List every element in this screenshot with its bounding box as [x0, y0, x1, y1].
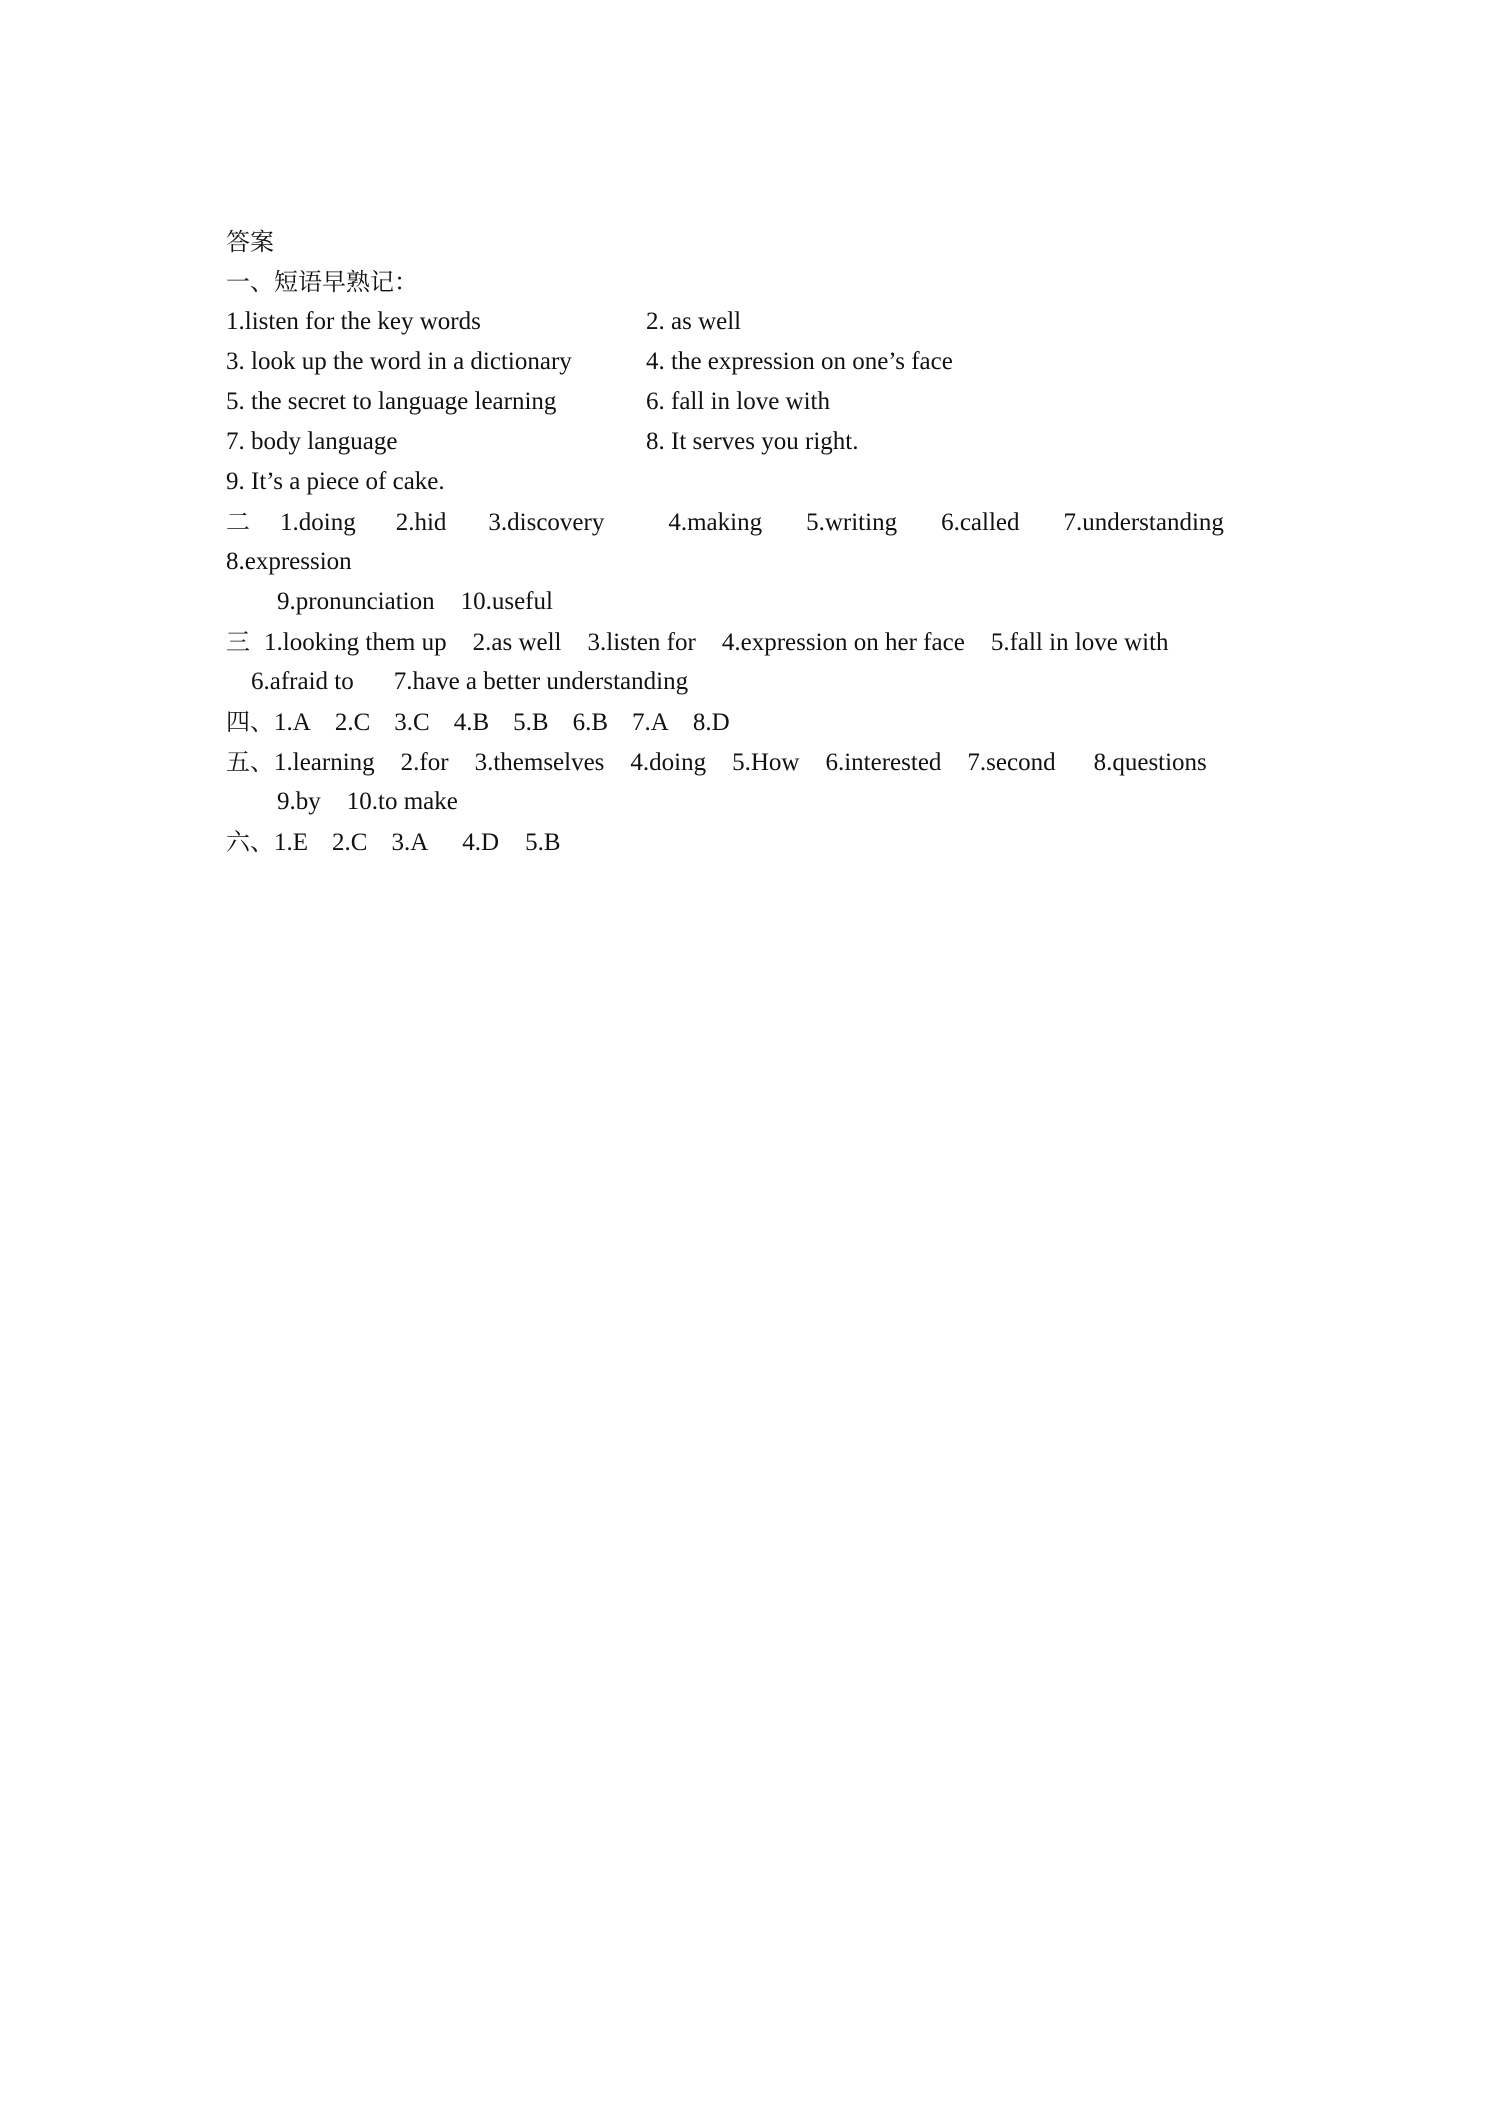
- phrase-item: 3. look up the word in a dictionary: [226, 348, 572, 375]
- section5-line-2: [226, 782, 1286, 822]
- section5-line-1: [226, 742, 1286, 782]
- phrase-item: 5. the secret to language learning: [226, 388, 557, 415]
- answer-item: 7.A: [632, 709, 669, 736]
- section2-line-2: [226, 542, 1286, 582]
- answer-key: [226, 222, 1286, 862]
- page-title: [226, 222, 1286, 262]
- answer-item: 5.fall in love with: [990, 629, 1169, 656]
- phrase-item: 6. fall in love with: [646, 388, 830, 415]
- section6-mark: 六、: [226, 828, 274, 856]
- answer-item: 1.doing: [280, 509, 356, 536]
- answer-item: 3.discovery: [488, 509, 605, 536]
- answer-item: 4.doing: [630, 749, 707, 776]
- answer-item: 6.interested: [825, 749, 942, 776]
- answer-item: 8.questions: [1093, 749, 1207, 776]
- answer-item: 8.expression: [226, 548, 352, 575]
- section1-heading-text: 一、短语早熟记：: [226, 268, 418, 296]
- section3-line-1: [226, 622, 1286, 662]
- answer-item: 4.making: [668, 509, 763, 536]
- answer-item: 2.C: [332, 829, 368, 856]
- section2-mark: 二: [226, 508, 250, 536]
- answer-item: 3.themselves: [474, 749, 605, 776]
- section1-row-2: [226, 342, 1286, 382]
- section1-row-4: [226, 422, 1286, 462]
- answer-item: 9.by: [277, 788, 321, 815]
- phrase-item: 2. as well: [646, 308, 742, 335]
- answer-item: 4.D: [462, 829, 500, 856]
- phrase-item: 9. It’s a piece of cake.: [226, 468, 445, 495]
- section5-mark: 五、: [226, 748, 274, 776]
- answer-item: 10.useful: [460, 588, 553, 615]
- phrase-item: 4. the expression on one’s face: [646, 348, 953, 375]
- section3-mark: 三: [226, 628, 250, 656]
- title-text: 答案: [226, 228, 274, 256]
- answer-item: 7.have a better understanding: [393, 668, 689, 695]
- answer-item: 1.looking them up: [264, 629, 447, 656]
- section2-line-1: [226, 502, 1286, 542]
- answer-item: 5.writing: [806, 509, 898, 536]
- answer-item: 8.D: [692, 709, 730, 736]
- answer-item: 1.learning: [274, 749, 375, 776]
- answer-item: 2.hid: [395, 509, 447, 536]
- answer-item: 4.expression on her face: [721, 629, 965, 656]
- section4-line: [226, 702, 1286, 742]
- answer-item: 2.as well: [472, 629, 562, 656]
- phrase-item: 7. body language: [226, 428, 398, 455]
- section2-line-3: [226, 582, 1286, 622]
- answer-item: 1.E: [274, 829, 309, 856]
- section1-heading: [226, 262, 1286, 302]
- answer-item: 3.listen for: [587, 629, 696, 656]
- answer-item: 10.to make: [346, 788, 458, 815]
- answer-item: 6.called: [941, 509, 1020, 536]
- section3-line-2: [226, 662, 1286, 702]
- answer-item: 1.A: [274, 709, 311, 736]
- answer-item: 7.understanding: [1063, 509, 1224, 536]
- answer-item: 6.B: [572, 709, 608, 736]
- answer-item: 2.for: [400, 749, 449, 776]
- answer-item: 5.B: [513, 709, 549, 736]
- answer-item: 7.second: [967, 749, 1056, 776]
- answer-item: 4.B: [453, 709, 490, 736]
- section1-row-1: [226, 302, 1286, 342]
- section1-row-3: [226, 382, 1286, 422]
- section6-line: [226, 822, 1286, 862]
- phrase-item: 8. It serves you right.: [646, 428, 859, 455]
- answer-item: 3.A: [391, 829, 429, 856]
- phrase-item: 1.listen for the key words: [226, 308, 481, 335]
- answer-item: 6.afraid to: [251, 668, 354, 695]
- answer-item: 2.C: [334, 709, 371, 736]
- answer-item: 3.C: [394, 709, 430, 736]
- answer-item: 5.B: [525, 829, 561, 856]
- section4-mark: 四、: [226, 708, 274, 736]
- section1-row-5: [226, 462, 1286, 502]
- answer-item: 9.pronunciation: [277, 588, 435, 615]
- answer-item: 5.How: [732, 749, 800, 776]
